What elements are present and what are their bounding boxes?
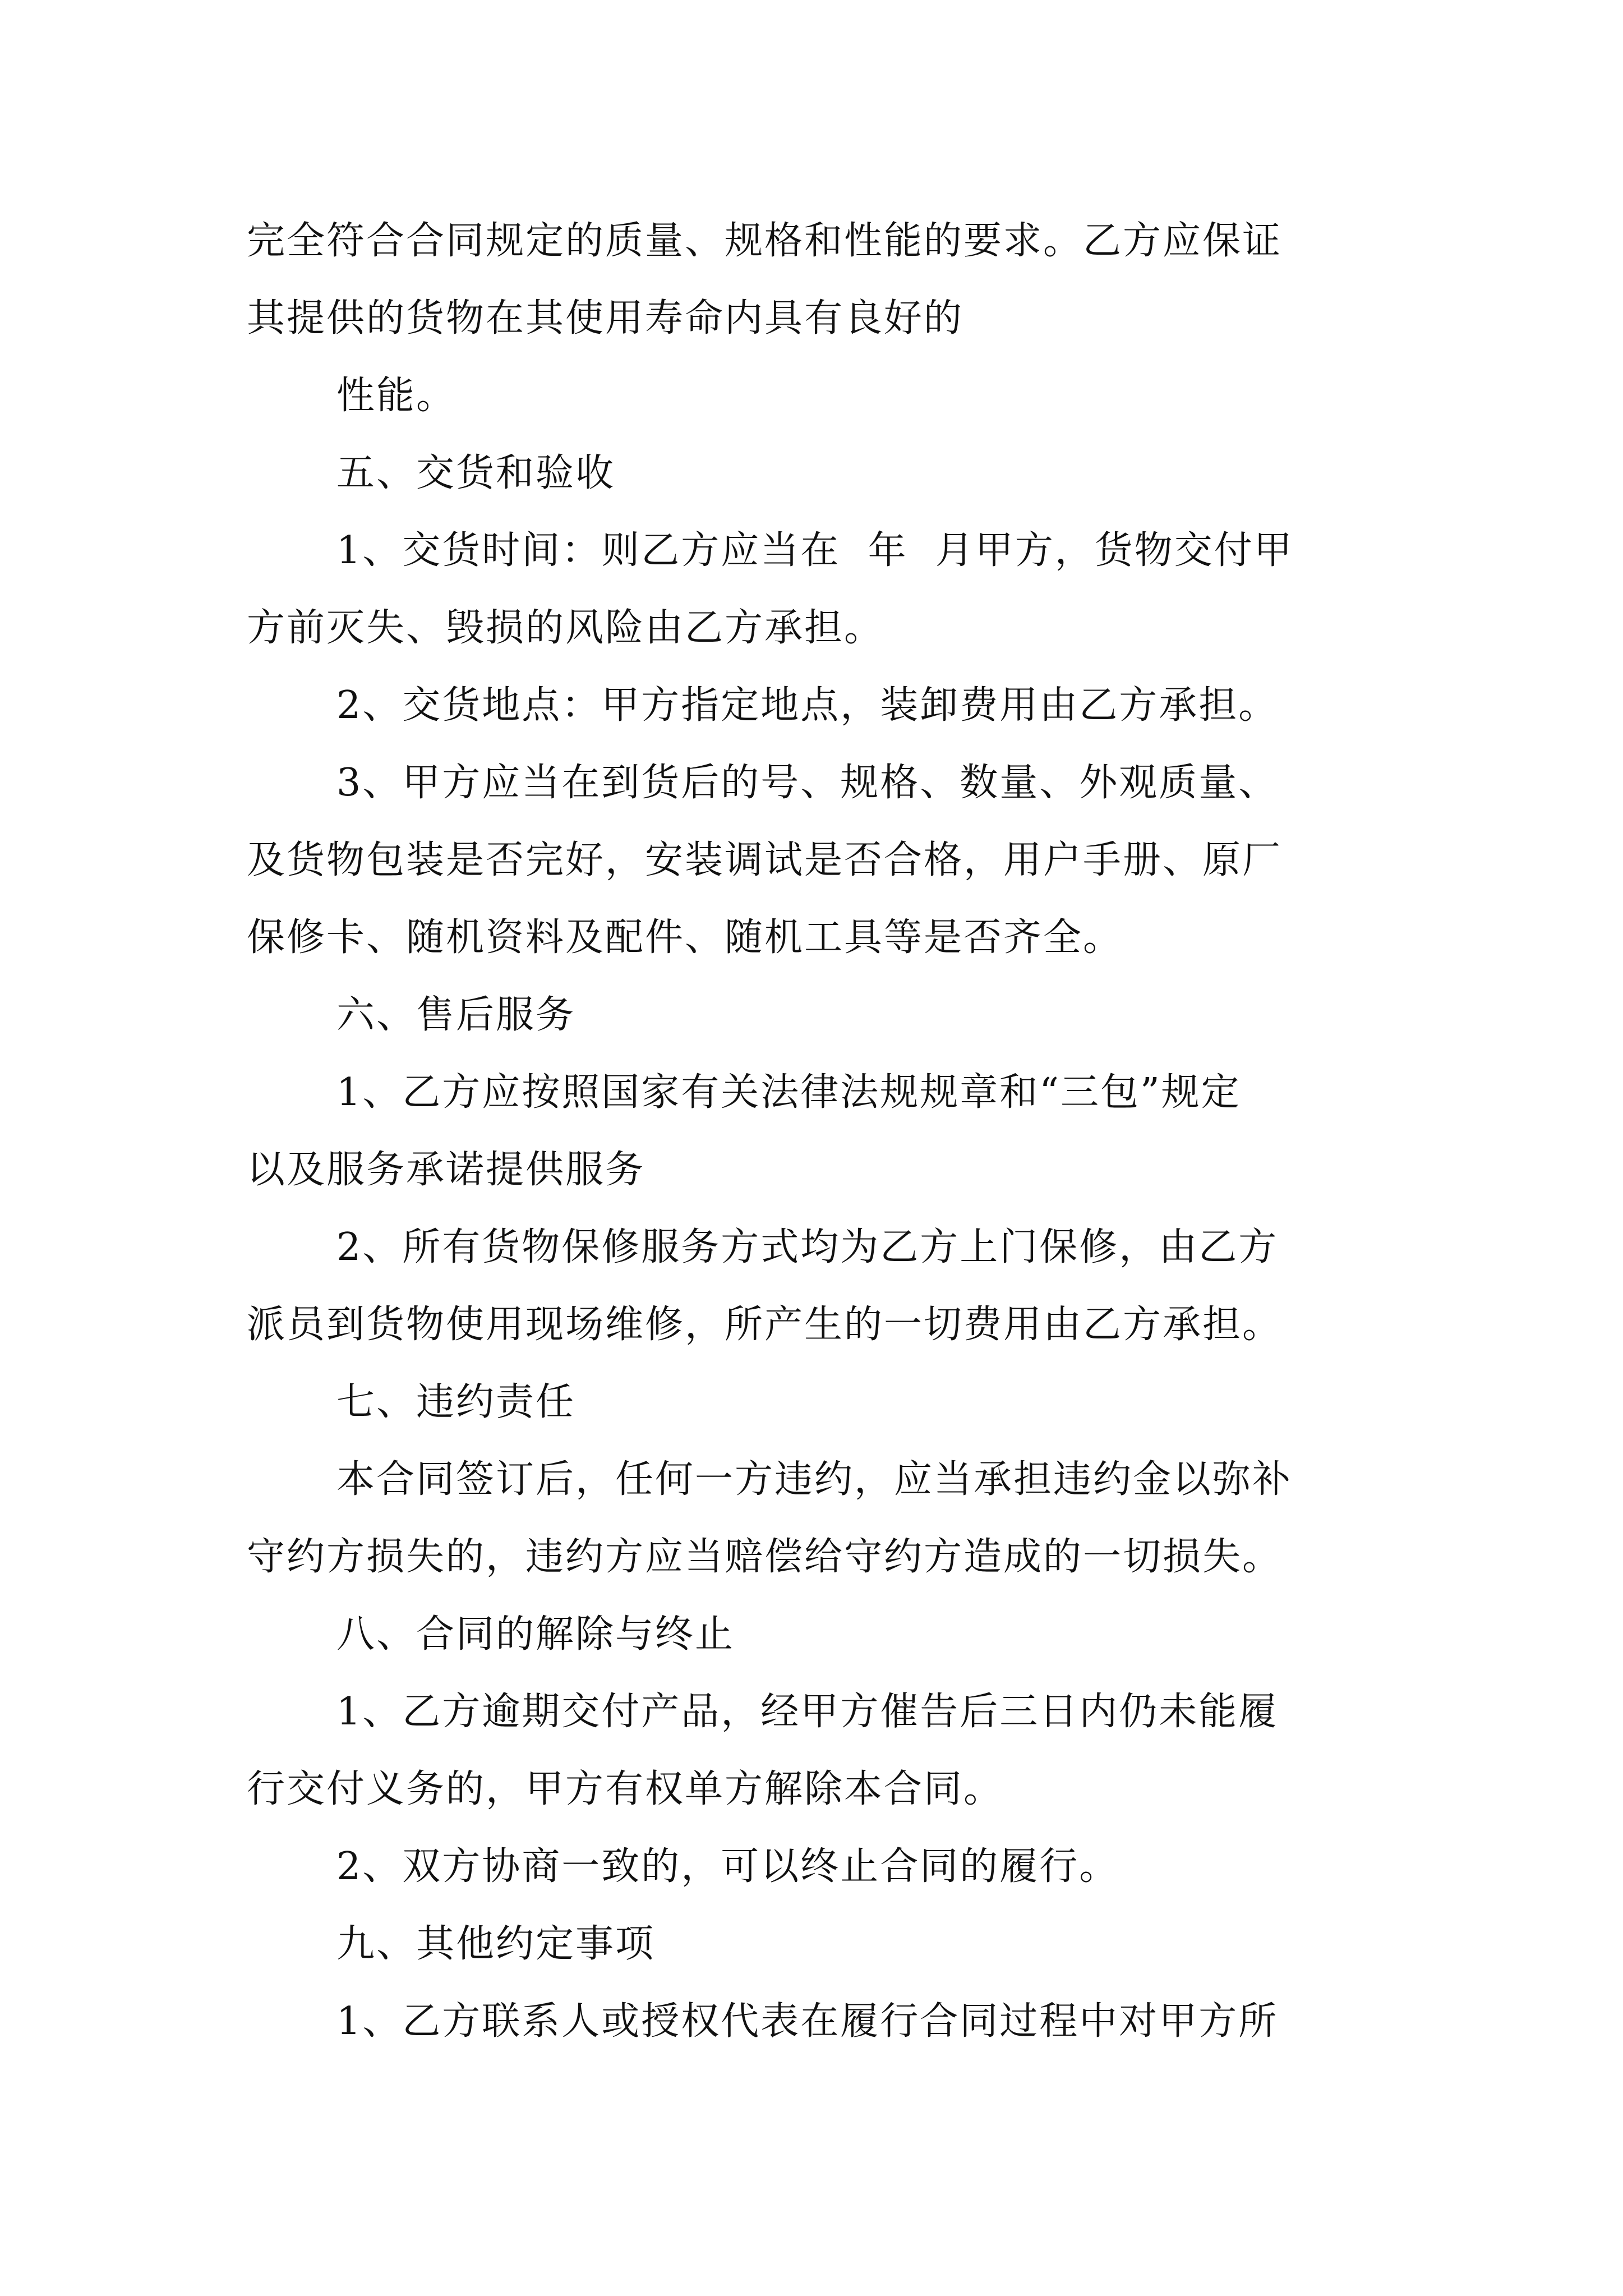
text-line: 保修卡、随机资料及配件、随机工具等是否齐全。 bbox=[247, 915, 1123, 960]
section-heading: 六、售后服务 bbox=[336, 993, 576, 1037]
section-heading: 九、其他约定事项 bbox=[336, 1922, 656, 1966]
text-line: 2、双方协商一致的，可以终止合同的履行。 bbox=[336, 1844, 1119, 1889]
text-line: 派员到货物使用现场维修，所产生的一切费用由乙方承担。 bbox=[247, 1303, 1283, 1347]
text-line: 本合同签订后，任何一方违约，应当承担违约金以弥补 bbox=[336, 1457, 1293, 1502]
text-line: 完全符合合同规定的质量、规格和性能的要求。乙方应保证 bbox=[247, 219, 1283, 263]
section-heading: 五、交货和验收 bbox=[336, 451, 616, 495]
section-heading: 八、合同的解除与终止 bbox=[336, 1612, 735, 1657]
text-line: 1、乙方联系人或授权代表在履行合同过程中对甲方所 bbox=[336, 1999, 1279, 2044]
text-line: 其提供的货物在其使用寿命内具有良好的 bbox=[247, 296, 964, 341]
text-line: 1、乙方应按照国家有关法律法规规章和“三包”规定 bbox=[336, 1070, 1241, 1115]
text-line: 2、交货地点：甲方指定地点，装卸费用由乙方承担。 bbox=[336, 683, 1279, 728]
text-line: 性能。 bbox=[336, 374, 457, 418]
text-line: 及货物包装是否完好，安装调试是否合格，用户手册、原厂 bbox=[247, 838, 1283, 882]
text-line: 2、所有货物保修服务方式均为乙方上门保修，由乙方 bbox=[336, 1225, 1279, 1269]
text-line: 行交付义务的，甲方有权单方解除本合同。 bbox=[247, 1767, 1004, 1811]
text-line: 方前灭失、毁损的风险由乙方承担。 bbox=[247, 606, 884, 650]
text-line: 以及服务承诺提供服务 bbox=[247, 1148, 645, 1192]
text-line: 1、交货时间：则乙方应当在 年 月甲方，货物交付甲 bbox=[336, 528, 1294, 573]
text-line: 1、乙方逾期交付产品，经甲方催告后三日内仍未能履 bbox=[336, 1690, 1279, 1734]
text-line: 守约方损失的，违约方应当赔偿给守约方造成的一切损失。 bbox=[247, 1535, 1283, 1579]
text-line: 3、甲方应当在到货后的号、规格、数量、外观质量、 bbox=[336, 761, 1279, 805]
section-heading: 七、违约责任 bbox=[336, 1380, 576, 1424]
